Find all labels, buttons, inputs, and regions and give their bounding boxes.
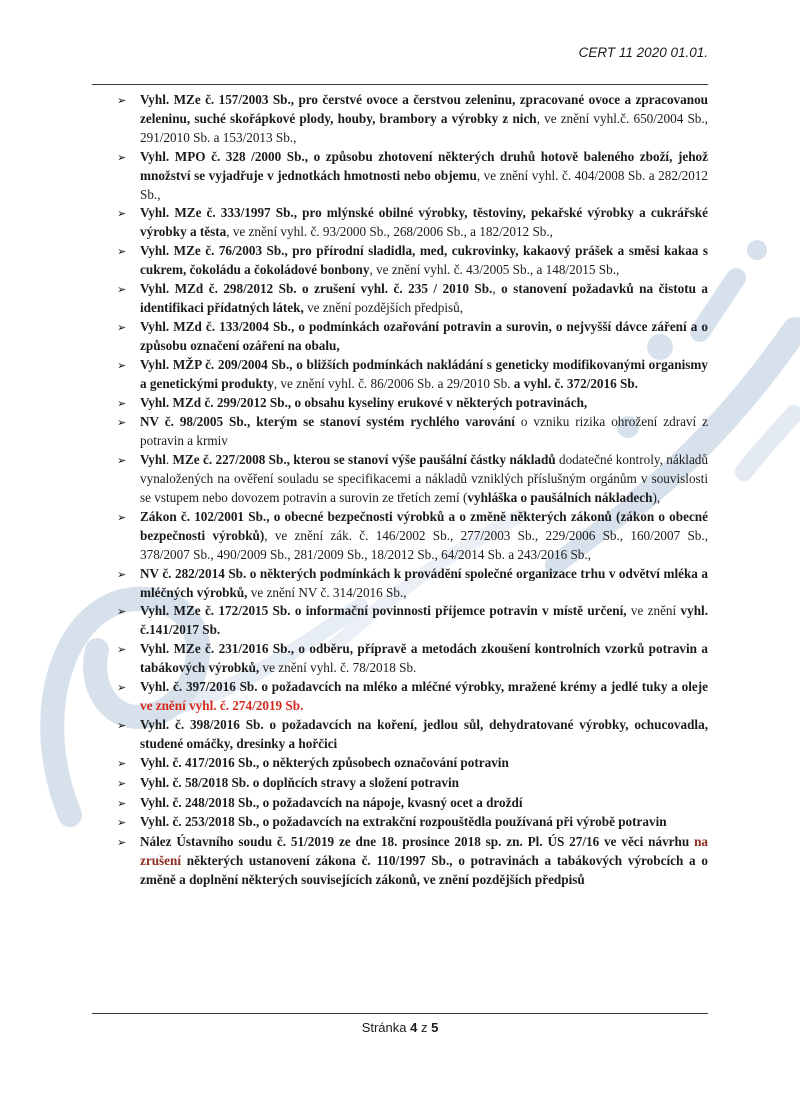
item-text: NV č. 282/2014 Sb. o některých podmínkách k provádění společné organizace trhu v odvětví mléka a mléčných výrobků, ve znění NV č. 314/2016 Sb., xyxy=(140,565,708,600)
list-item xyxy=(92,204,708,242)
item-text: Vyhl. č. 417/2016 Sb., o některých způsobech označování potravin xyxy=(140,754,509,770)
list-bullet-arrow-icon: ➢ xyxy=(117,416,127,430)
page-total: 5 xyxy=(431,1020,439,1035)
item-text: Zákon č. 102/2001 Sb., o obecné bezpečnosti výrobků a o změně některých zákonů (zákon o obecné bezpečnosti výrobků), ve znění zák. č. 146/2002 Sb., 277/2003 Sb., 229/2006 Sb., 160/2007 Sb., 378/2007 Sb., 490/2009 Sb., 281/2009 Sb., 18/2012 Sb., 64/2014 Sb. a 243/2016 Sb., xyxy=(140,508,708,562)
list-item xyxy=(92,716,708,754)
item-text: Vyhl. č. 248/2018 Sb., o požadavcích na nápoje, kvasný ocet a droždí xyxy=(140,794,523,810)
list-bullet-arrow-icon: ➢ xyxy=(117,283,127,297)
list-item xyxy=(92,602,708,640)
list-item xyxy=(92,451,708,508)
item-text: Vyhl. MŽP č. 209/2004 Sb., o bližších podmínkách nakládání s geneticky modifikovanými organismy a genetickými produkty, ve znění vyhl. č. 86/2006 Sb. a 29/2010 Sb. a vyhl. č. 372/2016 Sb. xyxy=(140,356,708,391)
list-bullet-arrow-icon: ➢ xyxy=(117,796,127,810)
list-item xyxy=(92,813,708,833)
list-item xyxy=(92,774,708,794)
item-text: Vyhl. MZe č. 333/1997 Sb., pro mlýnské obilné výrobky, těstoviny, pekařské výrobky a cukrářské výrobky a těsta, ve znění vyhl. č. 93/2000 Sb., 268/2006 Sb., a 182/2012 Sb., xyxy=(140,205,708,240)
list-item xyxy=(92,91,708,148)
list-bullet-arrow-icon: ➢ xyxy=(117,245,127,259)
list-bullet-arrow-icon: ➢ xyxy=(117,816,127,830)
list-item xyxy=(92,794,708,814)
list-bullet-arrow-icon: ➢ xyxy=(117,150,127,164)
list-item xyxy=(92,640,708,678)
list-bullet-arrow-icon: ➢ xyxy=(117,567,127,581)
document-reference: CERT 11 2020 01.01. xyxy=(578,45,708,60)
list-bullet-arrow-icon: ➢ xyxy=(117,776,127,790)
page-label: Stránka xyxy=(361,1020,411,1035)
list-item xyxy=(92,394,708,414)
page-number xyxy=(0,1020,800,1035)
item-text: Vyhl. MPO č. 328 /2000 Sb., o způsobu zhotovení některých druhů hotově baleného zboží, jehož množství se vyjadřuje v jednotkách hmotnosti nebo objemu, ve znění vyhl. č. 404/2008 Sb. a 282/2012 Sb., xyxy=(140,148,708,202)
item-text: Vyhl. MZd č. 133/2004 Sb., o podmínkách ozařování potravin a surovin, o nejvyšší dávce záření a o způsobu označení ozáření na obalu, xyxy=(140,318,708,353)
list-bullet-arrow-icon: ➢ xyxy=(117,836,127,850)
footer-rule xyxy=(92,1013,708,1014)
list-item xyxy=(92,413,708,451)
list-bullet-arrow-icon: ➢ xyxy=(117,320,127,334)
list-bullet-arrow-icon: ➢ xyxy=(117,643,127,657)
list-bullet-arrow-icon: ➢ xyxy=(117,718,127,732)
item-text: Nález Ústavního soudu č. 51/2019 ze dne 18. prosince 2018 sp. zn. Pl. ÚS 27/16 ve věci návrhu na zrušení některých ustanovení zákona č. 110/1997 Sb., o potravinách a tabákových výrobcích a o změně a doplnění některých souvisejících zákonů, ve znění pozdějších předpisů xyxy=(140,834,708,888)
list-bullet-arrow-icon: ➢ xyxy=(117,605,127,619)
item-text: Vyhl. MZe č. 172/2015 Sb. o informační povinnosti příjemce potravin v místě určení, ve znění vyhl. č.141/2017 Sb. xyxy=(140,603,708,638)
list-bullet-arrow-icon: ➢ xyxy=(117,454,127,468)
list-item xyxy=(92,148,708,205)
list-item xyxy=(92,508,708,565)
item-text: Vyhl. MZe č. 76/2003 Sb., pro přírodní sladidla, med, cukrovinky, kakaový prášek a směsi kakaa s cukrem, čokoládu a čokoládové bonbony, ve znění vyhl. č. 43/2005 Sb., a 148/2015 Sb., xyxy=(140,243,708,278)
list-item xyxy=(92,678,708,716)
regulation-list xyxy=(92,91,708,890)
list-item xyxy=(92,565,708,603)
list-bullet-arrow-icon: ➢ xyxy=(117,94,127,107)
list-bullet-arrow-icon: ➢ xyxy=(117,207,127,221)
item-text: Vyhl. č. 58/2018 Sb. o doplňcích stravy a složení potravin xyxy=(140,774,459,790)
item-text: Vyhl. MZe č. 231/2016 Sb., o odběru, přípravě a metodách zkoušení kontrolních vzorků potravin a tabákových výrobků, ve znění vyhl. č. 78/2018 Sb. xyxy=(140,641,708,676)
list-bullet-arrow-icon: ➢ xyxy=(117,510,127,524)
list-bullet-arrow-icon: ➢ xyxy=(117,756,127,770)
page-current: 4 xyxy=(410,1020,418,1035)
header-rule xyxy=(92,84,708,85)
list-item xyxy=(92,242,708,280)
item-text: Vyhl. MZd č. 298/2012 Sb. o zrušení vyhl. č. 235 / 2010 Sb., o stanovení požadavků na čistotu a identifikaci přídatných látek, ve znění pozdějších předpisů, xyxy=(140,281,708,315)
item-text: Vyhl. č. 398/2016 Sb. o požadavcích na koření, jedlou sůl, dehydratované výrobky, ochucovadla, studené omáčky, dresinky a hořčici xyxy=(140,716,708,751)
list-bullet-arrow-icon: ➢ xyxy=(117,681,127,695)
list-bullet-arrow-icon: ➢ xyxy=(117,396,127,410)
page-of-label: z xyxy=(417,1020,432,1035)
list-item xyxy=(92,318,708,356)
item-text: Vyhl. MZe č. 227/2008 Sb., kterou se stanoví výše paušální částky nákladů dodatečné kontroly, nákladů vynaložených na ověření souladu se specifikacemi a nákladů vzniklých příslušným orgánům v souvislosti se vstupem nebo dovozem potravin a surovin ze třetích zemí (vyhláška o paušálních nákladech), xyxy=(140,452,708,506)
list-item xyxy=(92,833,708,890)
item-text: Vyhl. MZd č. 299/2012 Sb., o obsahu kyseliny erukové v některých potravinách, xyxy=(140,394,588,410)
list-item xyxy=(92,280,708,318)
item-text: Vyhl. č. 397/2016 Sb. o požadavcích na mléko a mléčné výrobky, mražené krémy a jedlé tuky a oleje ve znění vyhl. č. 274/2019 Sb. xyxy=(140,679,708,713)
item-text: Vyhl. MZe č. 157/2003 Sb., pro čerstvé ovoce a čerstvou zeleninu, zpracované ovoce a zpracovanou zeleninu, suché skořápkové plody, houby, brambory a výrobky z nich, ve znění vyhl.č. 650/2004 Sb., 291/2010 Sb. a 153/2013 Sb., xyxy=(140,92,708,145)
item-text: NV č. 98/2005 Sb., kterým se stanoví systém rychlého varování o vzniku rizika ohrožení zdraví z potravin a krmiv xyxy=(140,414,709,449)
list-bullet-arrow-icon: ➢ xyxy=(117,358,127,372)
list-item xyxy=(92,356,708,394)
item-text: Vyhl. č. 253/2018 Sb., o požadavcích na extrakční rozpouštědla používaná při výrobě potravin xyxy=(140,814,667,830)
list-item xyxy=(92,754,708,774)
